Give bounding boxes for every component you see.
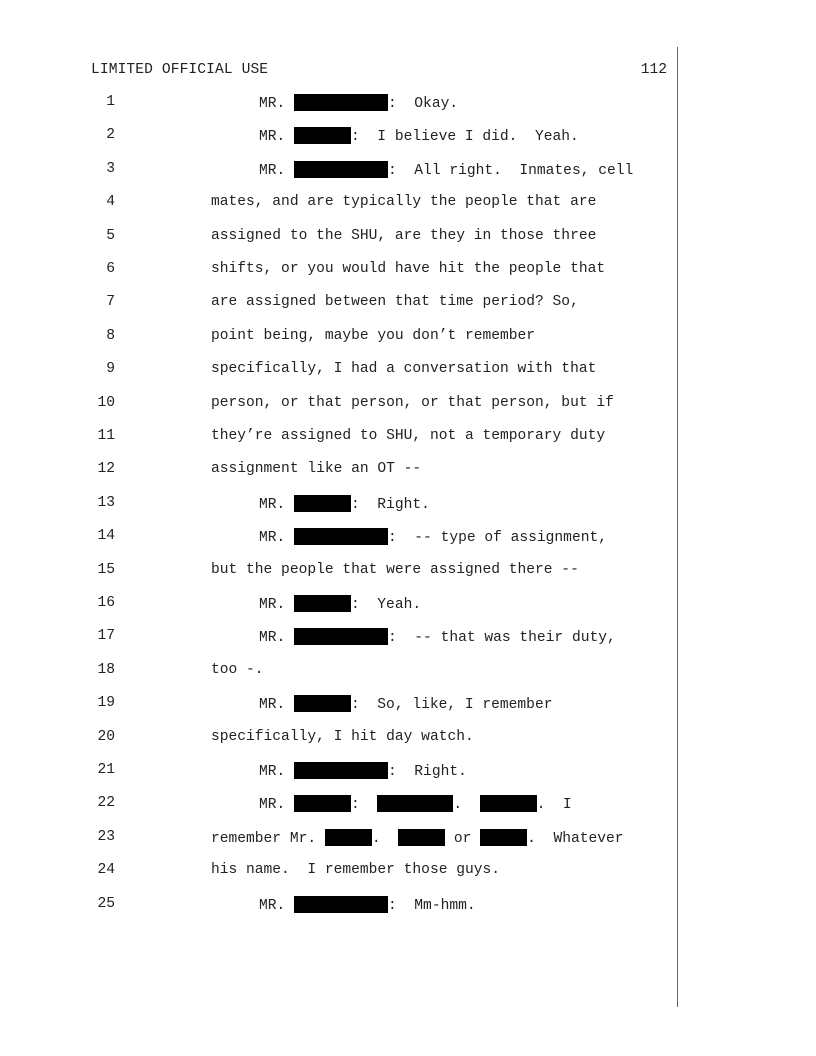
line-number: 19 [97, 695, 115, 712]
line-text: MR. : All right. Inmates, cell [259, 162, 634, 179]
transcript-line [0, 862, 816, 882]
classification-header: LIMITED OFFICIAL USE [91, 62, 269, 78]
line-number: 8 [106, 327, 115, 344]
transcript-line [0, 628, 816, 648]
line-number: 24 [97, 862, 115, 879]
transcript-line [0, 695, 816, 715]
redaction-box [294, 595, 351, 612]
transcript-line [0, 528, 816, 548]
transcript-line [0, 127, 816, 147]
line-number: 1 [106, 94, 115, 110]
redaction-box [294, 528, 388, 545]
redaction-box [294, 628, 388, 645]
line-text: remember Mr. . or . Whatever [211, 830, 624, 847]
line-number: 5 [106, 227, 115, 244]
transcript-line [0, 361, 816, 381]
line-text: specifically, I hit day watch. [211, 728, 474, 745]
redaction-box [294, 161, 388, 178]
line-number: 25 [97, 895, 115, 912]
transcript-line [0, 595, 816, 615]
redaction-box [294, 795, 351, 812]
redaction-box [294, 695, 351, 712]
line-number: 10 [97, 394, 115, 411]
redaction-box [294, 762, 388, 779]
line-number: 16 [97, 595, 115, 611]
transcript-line [0, 328, 816, 348]
line-number: 2 [106, 127, 115, 144]
line-text: MR. : Right. [259, 496, 430, 513]
line-number: 13 [97, 494, 115, 511]
line-text: MR. : Yeah. [259, 597, 422, 613]
transcript-line [0, 228, 816, 248]
redaction-box [377, 795, 453, 812]
line-number: 7 [106, 294, 115, 311]
line-text: assignment like an OT -- [211, 461, 422, 478]
line-text: MR. : Mm-hmm. [259, 897, 476, 914]
transcript-line [0, 662, 816, 682]
line-number: 11 [97, 428, 115, 444]
redaction-box [294, 495, 351, 512]
line-text: MR. : -- that was their duty, [259, 630, 616, 647]
transcript-line [0, 795, 816, 815]
line-text: MR. : -- type of assignment, [259, 530, 607, 547]
line-number: 23 [97, 828, 115, 845]
line-text: MR. : So, like, I remember [259, 697, 553, 714]
line-number: 12 [97, 461, 115, 478]
line-number: 21 [97, 762, 115, 778]
line-text: MR. : . . I [259, 797, 572, 814]
line-number: 4 [106, 194, 115, 211]
line-text: MR. : Right. [259, 764, 467, 780]
line-number: 14 [97, 528, 115, 545]
page-number: 112 [640, 62, 667, 78]
transcript-line [0, 562, 816, 582]
line-number: 9 [106, 361, 115, 378]
line-number: 15 [97, 561, 115, 578]
line-text: his name. I remember those guys. [211, 862, 501, 879]
transcript-line [0, 495, 816, 515]
transcript-line [0, 261, 816, 281]
redaction-box [294, 896, 388, 913]
transcript-line [0, 194, 816, 214]
line-number: 18 [97, 661, 115, 678]
transcript-line [0, 896, 816, 916]
transcript-line [0, 161, 816, 181]
line-text: they’re assigned to SHU, not a temporary duty [211, 428, 606, 444]
line-text: mates, and are typically the people that are [211, 194, 597, 211]
line-text: MR. : Okay. [259, 96, 459, 112]
line-text: shifts, or you would have hit the people that [211, 261, 606, 277]
line-text: but the people that were assigned there -- [211, 561, 579, 578]
redaction-box [325, 829, 372, 846]
transcript-line [0, 428, 816, 448]
redaction-box [480, 795, 537, 812]
line-number: 6 [106, 261, 115, 277]
line-text: specifically, I had a conversation with that [211, 361, 597, 378]
transcript-line [0, 94, 816, 114]
line-number: 20 [97, 728, 115, 745]
line-text: are assigned between that time period? So, [211, 294, 579, 311]
line-text: point being, maybe you don’t remember [211, 327, 536, 344]
transcript-line [0, 294, 816, 314]
transcript-line [0, 762, 816, 782]
transcript-line [0, 829, 816, 849]
transcript-line [0, 729, 816, 749]
line-text: assigned to the SHU, are they in those three [211, 227, 597, 244]
redaction-box [294, 94, 388, 111]
transcript-line [0, 395, 816, 415]
redaction-box [398, 829, 445, 846]
line-number: 17 [97, 628, 115, 645]
line-number: 3 [106, 160, 115, 177]
line-number: 22 [97, 795, 115, 812]
line-text: MR. : I believe I did. Yeah. [259, 129, 579, 146]
redaction-box [480, 829, 527, 846]
line-text: person, or that person, or that person, but if [211, 394, 614, 411]
line-text: too -. [211, 661, 264, 678]
redaction-box [294, 127, 351, 144]
transcript-line [0, 461, 816, 481]
